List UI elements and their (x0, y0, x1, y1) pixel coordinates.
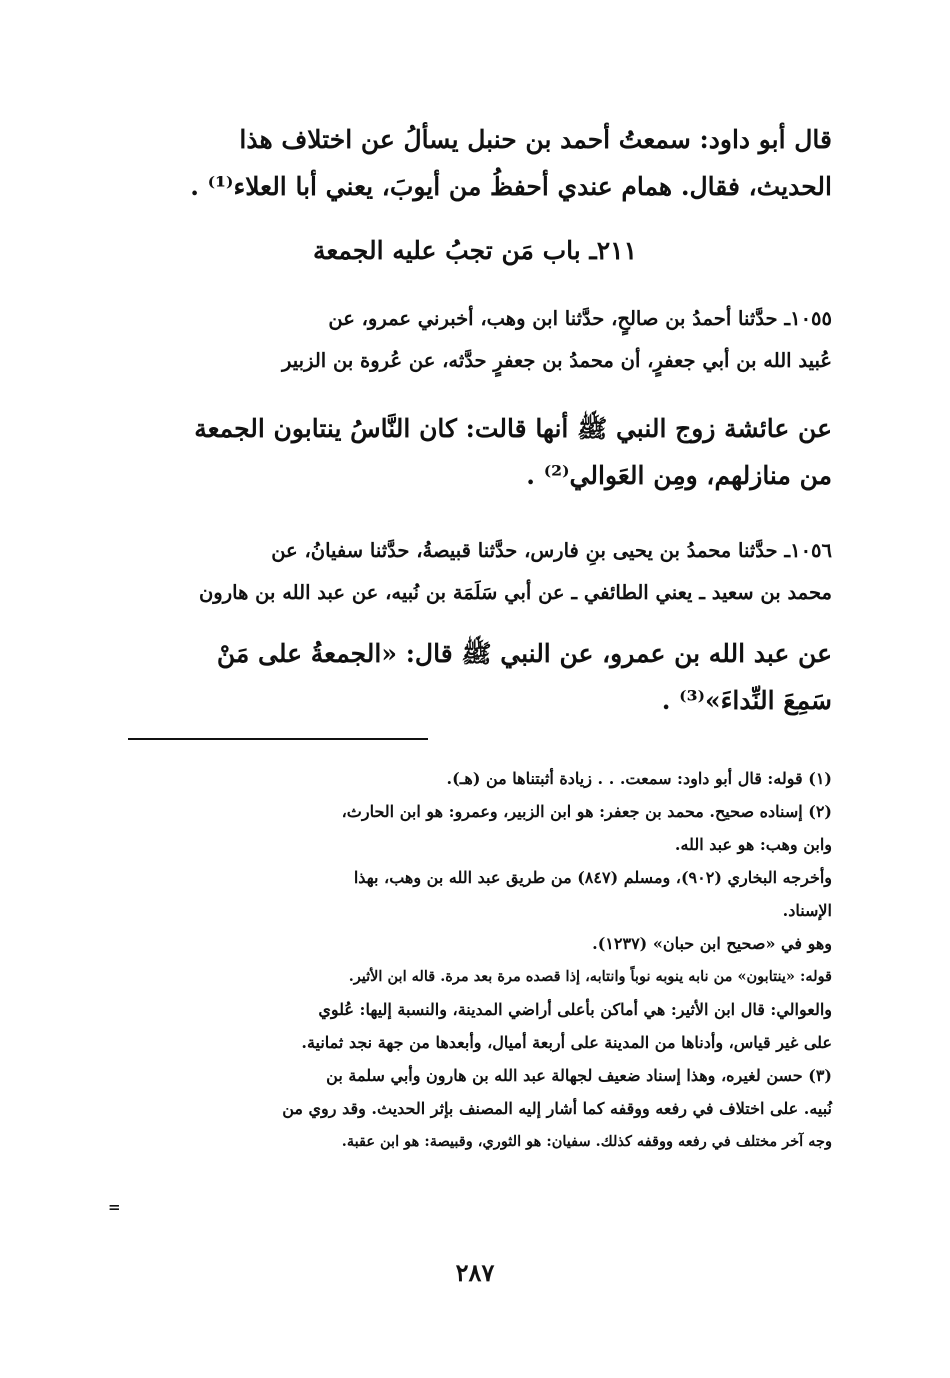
footnote-3-line-2: نُبيه. على اختلاف في رفعه ووقفه كما أشار إليه المصنف بإثر الحديث. وقد روي من (282, 1099, 832, 1118)
hadith-1056-matn-line-1: عن عبد الله بن عمرو، عن النبي ﷺ قال: «الجمعةُ على مَنْ (216, 639, 832, 668)
footnote-2-para-5-line-1: والعوالي: قال ابن الأثير: هي أماكن بأعلى أراضي المدينة، والنسبة إليها: عُلوي (318, 1000, 832, 1019)
footnote-3-line-1: (٣) حسن لغيره، وهذا إسناد ضعيف لجهالة عبد الله بن هارون وأبي سلمة بن (326, 1066, 832, 1085)
footnote-separator (128, 738, 428, 740)
footnote-3-line-3: وجه آخر مختلف في رفعه ووقفه كذلك. سفيان: هو الثوري، وقبيصة: هو ابن عقبة. (341, 1133, 832, 1150)
footnote-2-para-5-line-2: على غير قياس، وأدناها من المدينة على أربعة أميال، وأبعدها من جهة نجد ثمانية. (301, 1033, 832, 1052)
continuation-mark: = (108, 1198, 121, 1216)
hadith-1056-matn (120, 630, 832, 724)
intro-line-1: قال أبو داود: سمعتُ أحمد بن حنبل يسألُ عن اختلاف هذا (239, 125, 832, 154)
hadith-1055-isnad (120, 298, 832, 382)
footnote-2-para-4: قوله: «ينتابون» من نابه ينوبه نوباً وانتابه، إذا قصده مرة بعد مرة. قاله ابن الأثير. (348, 968, 832, 985)
hadith-1056-isnad (120, 530, 832, 614)
hadith-1056-isnad-line-2: محمد بن سعيد ـ يعني الطائفي ـ عن أبي سَلَمَة بن نُبيه، عن عبد الله بن هارون (198, 581, 832, 604)
hadith-1056-matn-line-2: سَمِعَ النِّداءَ»⁽³⁾ . (661, 686, 832, 715)
footnote-2-line-1: (٢) إسناده صحيح. محمد بن جعفر: هو ابن الزبير، وعمرو: هو ابن الحارث، (341, 802, 832, 821)
footnote-2-para-2-line-1: وأخرجه البخاري (٩٠٢)، ومسلم (٨٤٧) من طريق عبد الله بن وهب، بهذا (353, 868, 832, 887)
footnote-2-para-3: وهو في «صحيح ابن حبان» (١٢٣٧). (592, 934, 832, 953)
footnote-1: (١) قوله: قال أبو داود: سمعت. . . زيادة أثبتناها من (هـ). (446, 769, 832, 788)
intro-paragraph (120, 116, 832, 210)
footnote-2-line-2: وابن وهب: هو عبد الله. (674, 835, 832, 854)
chapter-heading: ٢١١ـ باب مَن تجبُ عليه الجمعة (312, 236, 638, 265)
hadith-1055-matn-line-1: عن عائشة زوج النبي ﷺ أنها قالت: كان النَّاسُ ينتابون الجمعة (194, 414, 832, 443)
hadith-1055-isnad-line-2: عُبيد الله بن أبي جعفرٍ، أن محمدُ بن جعفرٍ حدَّثه، عن عُروة بن الزبير (282, 349, 832, 372)
hadith-1056-isnad-line-1: ١٠٥٦ـ حدَّثنا محمدُ بن يحيى بنِ فارس، حدَّثنا قبيصةُ، حدَّثنا سفيانُ، عن (271, 539, 832, 562)
page-number: ٢٨٧ (455, 1258, 495, 1287)
footnote-2-para-2-line-2: الإسناد. (782, 901, 832, 920)
hadith-1055-matn (120, 405, 832, 499)
hadith-1055-isnad-line-1: ١٠٥٥ـ حدَّثنا أحمدُ بن صالحٍ، حدَّثنا ابن وهب، أخبرني عمرو، عن (328, 307, 832, 330)
hadith-1055-matn-line-2: من منازلهم، ومِن العَوالي⁽²⁾ . (526, 461, 832, 490)
footnotes (120, 762, 832, 1158)
intro-line-2: الحديث، فقال. همام عندي أحفظُ من أيوبَ، يعني أبا العلاء⁽¹⁾ . (190, 172, 832, 201)
